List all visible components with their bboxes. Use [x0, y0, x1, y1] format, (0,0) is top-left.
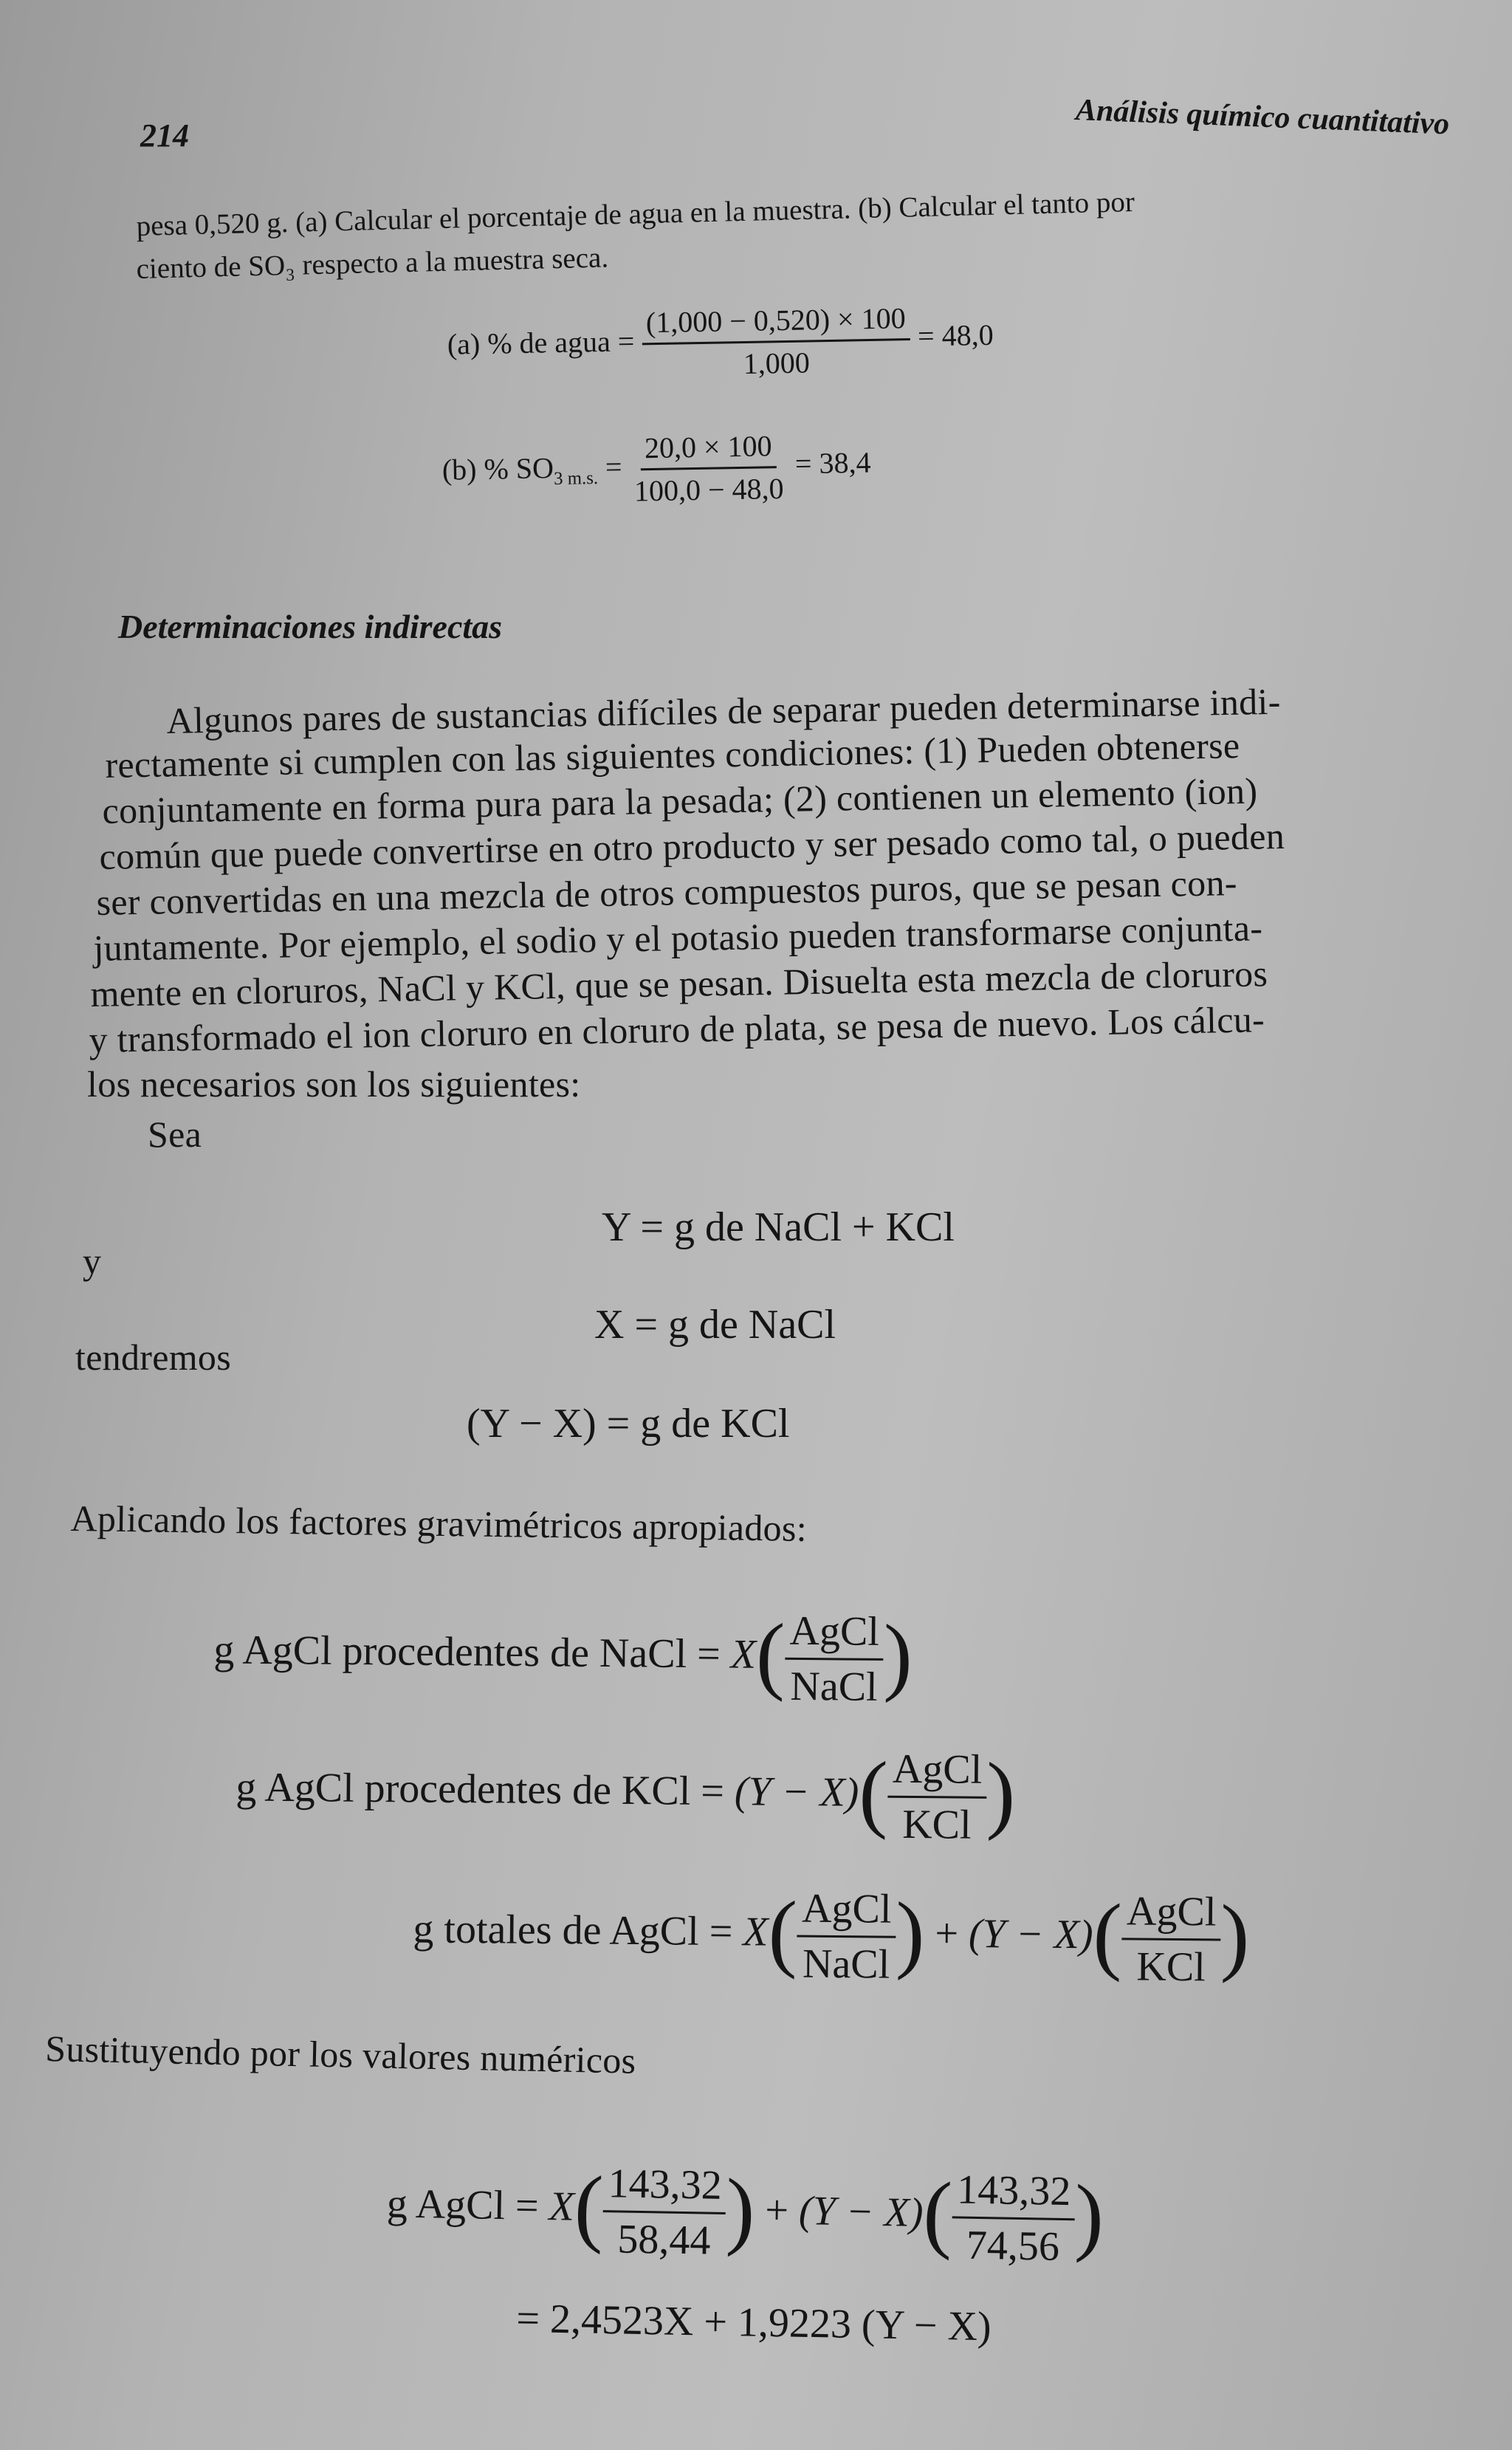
grav-eq3-fraction1	[797, 1885, 896, 1989]
grav-eq3-left: g totales de AgCl =	[413, 1906, 733, 1955]
sea-word: Sea	[148, 1114, 202, 1155]
grav-eq2-num: AgCl	[888, 1746, 987, 1799]
numeric-eq-result: = 2,4523X + 1,9223 (Y − X)	[515, 2295, 992, 2350]
numeric-eq-var2: (Y − X)	[798, 2188, 924, 2237]
paragraph-line: conjuntamente en forma pura para la pesada; (2) contienen un elemento (ion)	[102, 769, 1258, 831]
left-paren: (	[755, 1605, 786, 1703]
grav-eq2-den: KCl	[901, 1801, 972, 1848]
eq-a-label: (a) % de agua =	[447, 324, 635, 361]
paragraph-line: común que puede convertirse en otro producto y ser pesado como tal, o pueden	[99, 814, 1285, 877]
left-paren: (	[767, 1882, 798, 1980]
page-number: 214	[140, 117, 189, 154]
right-paren: )	[883, 1606, 913, 1703]
grav-eq3-plus: +	[935, 1910, 959, 1957]
eq-a-denominator: 1,000	[743, 346, 811, 380]
left-paren: (	[858, 1743, 889, 1841]
definition-x: X = g de NaCl	[594, 1302, 836, 1348]
problem-text-line: pesa 0,520 g. (a) Calcular el porcentaje de agua en la muestra. (b) Calcular el tanto por	[136, 185, 1135, 242]
paragraph-line: Algunos pares de sustancias difíciles de separar pueden determinarse indi-	[166, 680, 1282, 741]
running-title: Análisis químico cuantitativo	[1075, 92, 1451, 142]
gravimetric-eq-total	[413, 1881, 1250, 1991]
paragraph-line: ser convertidas en una mezcla de otros compuestos puros, que se pesan con-	[96, 862, 1238, 923]
grav-eq2-var: (Y − X)	[734, 1768, 859, 1816]
section-heading: Determinaciones indirectas	[118, 608, 503, 645]
grav-eq1-left: g AgCl procedentes de NaCl =	[213, 1627, 721, 1678]
equation-water-percent	[447, 299, 994, 386]
word-tendremos: tendremos	[75, 1336, 231, 1378]
grav-eq1-den: NaCl	[790, 1663, 878, 1710]
paragraph-line: rectamente si cumplen con las siguientes condiciones: (1) Pueden obtenerse	[105, 724, 1240, 786]
right-paren: )	[1073, 2166, 1105, 2264]
grav-eq1-var: X	[730, 1631, 757, 1678]
numeric-eq-var1: X	[549, 2183, 575, 2230]
grav-eq1-num: AgCl	[785, 1607, 884, 1661]
numeric-eq-left: g AgCl =	[386, 2180, 540, 2229]
left-paren: (	[573, 2157, 605, 2255]
sustituyendo-text: Sustituyendo por los valores numéricos	[44, 2027, 636, 2082]
numeric-eq-plus: +	[764, 2187, 789, 2234]
grav-eq2-left: g AgCl procedentes de KCl =	[236, 1764, 725, 1815]
equation-so3-percent	[441, 427, 871, 512]
definition-kcl: (Y − X) = g de KCl	[467, 1401, 790, 1447]
eq-a-result: = 48,0	[917, 318, 994, 353]
numeric-eq-den2: 74,56	[966, 2222, 1060, 2270]
eq-b-numerator: 20,0 × 100	[640, 428, 777, 470]
paragraph-line: mente en cloruros, NaCl y KCl, que se pesan. Disuelta esta mezcla de cloruros	[90, 953, 1268, 1015]
paragraph-line: juntamente. Por ejemplo, el sodio y el potasio pueden transformarse conjunta-	[93, 907, 1263, 969]
aplicando-text: Aplicando los factores gravimétricos apropiados:	[70, 1497, 808, 1549]
eq-b-equals: =	[605, 450, 622, 484]
eq-b-result: = 38,4	[794, 445, 871, 481]
grav-eq3-num2: AgCl	[1122, 1887, 1221, 1941]
paragraph-line: los necesarios son los siguientes:	[87, 1063, 581, 1105]
problem-text-line: ciento de SO₃ respecto a la muestra seca.	[136, 241, 609, 285]
numeric-eq-fraction1	[602, 2160, 726, 2265]
right-paren: )	[986, 1744, 1016, 1842]
gravimetric-eq-kcl	[236, 1740, 1016, 1849]
right-paren: )	[895, 1884, 926, 1981]
numeric-equation	[386, 2156, 1105, 2271]
eq-b-fraction	[629, 428, 788, 509]
grav-eq3-den1: NaCl	[802, 1941, 890, 1988]
paragraph-line: y transformado el ion cloruro en cloruro de plata, se pesa de nuevo. Los cálcu-	[89, 998, 1265, 1060]
eq-a-numerator: (1,000 − 0,520) × 100	[642, 301, 911, 345]
right-paren: )	[1220, 1887, 1251, 1984]
grav-eq3-var1: X	[743, 1909, 769, 1955]
eq-b-denominator: 100,0 − 48,0	[633, 471, 784, 508]
eq-b-label-subscript: 3 m.s.	[553, 467, 599, 490]
grav-eq2-fraction	[887, 1746, 987, 1849]
grav-eq1-fraction	[785, 1607, 884, 1711]
definition-y: Y = g de NaCl + KCl	[602, 1204, 955, 1250]
numeric-eq-fraction2	[951, 2166, 1075, 2271]
gravimetric-eq-nacl	[213, 1602, 913, 1711]
grav-eq3-den2: KCl	[1136, 1943, 1206, 1991]
eq-a-fraction	[642, 301, 912, 382]
left-paren: (	[922, 2164, 953, 2261]
numeric-eq-den1: 58,44	[616, 2216, 711, 2264]
left-paren: (	[1092, 1885, 1123, 1983]
eq-b-label: (b) % SO	[441, 451, 554, 487]
grav-eq3-num1: AgCl	[797, 1885, 896, 1938]
grav-eq3-fraction2	[1121, 1887, 1221, 1991]
right-paren: )	[725, 2160, 756, 2258]
grav-eq3-var2: (Y − X)	[968, 1910, 1093, 1958]
numeric-eq-num2: 143,32	[952, 2166, 1076, 2220]
numeric-eq-num1: 143,32	[603, 2160, 726, 2214]
word-y: y	[83, 1241, 102, 1282]
